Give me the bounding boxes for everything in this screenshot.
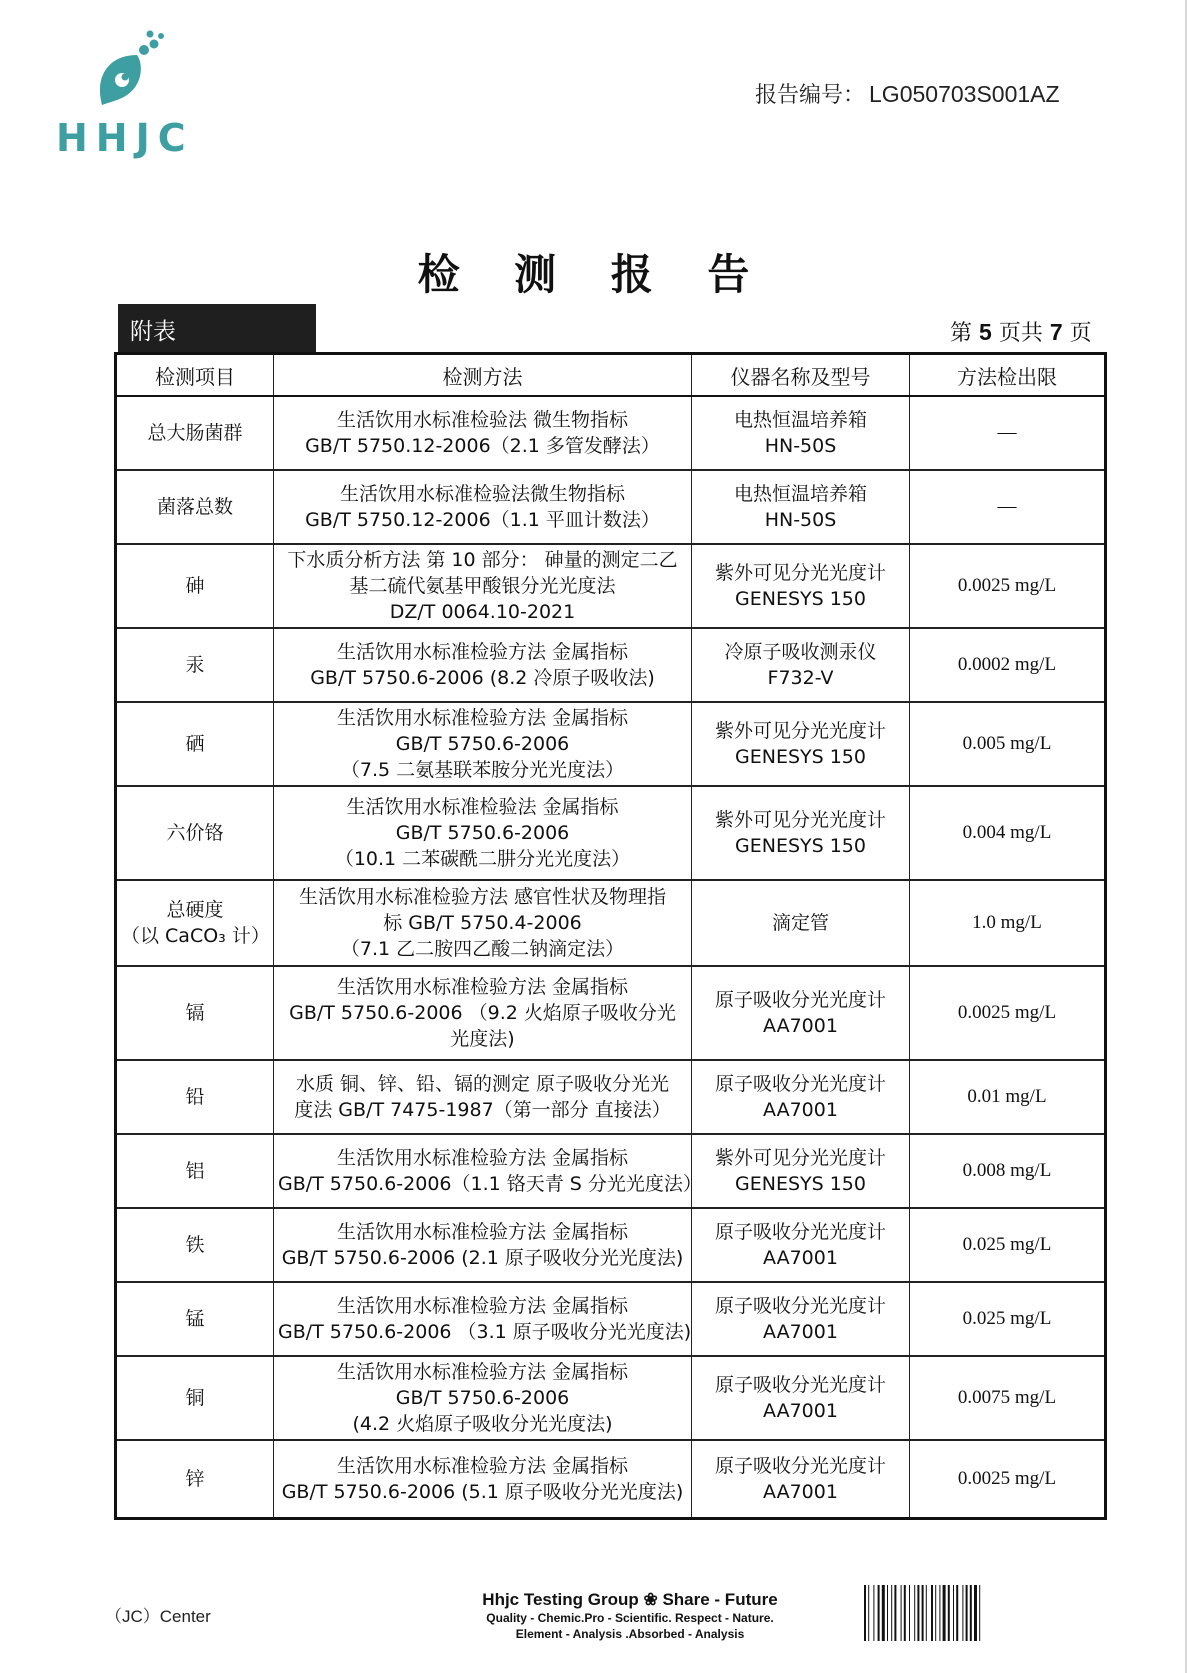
table-row bbox=[116, 1440, 1106, 1518]
method-cell-line: （7.1 乙二胺四乙酸二钠滴定法） bbox=[340, 938, 625, 960]
instrument-cell-line: 滴定管 bbox=[771, 912, 829, 934]
item-cell-line: 硒 bbox=[185, 733, 205, 755]
barcode-bar bbox=[939, 1585, 940, 1641]
instrument-cell-line: AA7001 bbox=[763, 1247, 838, 1269]
instrument-cell bbox=[692, 544, 910, 628]
limit-cell: 0.005 mg/L bbox=[910, 702, 1106, 786]
item-cell-line: 铝 bbox=[185, 1160, 205, 1182]
footer-center-label: （JC）Center bbox=[105, 1607, 211, 1626]
item-cell-line: 铁 bbox=[185, 1234, 205, 1256]
table-row bbox=[116, 396, 1106, 470]
instrument-cell-line: F732-V bbox=[767, 667, 834, 689]
item-cell bbox=[116, 544, 274, 628]
method-cell-line: GB/T 5750.6-2006 （3.1 原子吸收分光光度法) bbox=[278, 1321, 692, 1343]
method-cell bbox=[274, 880, 692, 966]
item-cell bbox=[116, 1134, 274, 1208]
barcode-bar bbox=[891, 1585, 892, 1641]
barcode-bar bbox=[901, 1585, 902, 1641]
instrument-cell-line: 原子吸收分光光度计 bbox=[714, 1374, 886, 1396]
item-cell-line: 汞 bbox=[185, 654, 205, 676]
method-cell-line: （10.1 二苯碳酰二肼分光光度法） bbox=[334, 848, 631, 870]
limit-cell: 0.004 mg/L bbox=[910, 786, 1106, 880]
method-cell-line: 生活饮用水标准检验法 金属指标 bbox=[346, 796, 619, 818]
barcode-bar bbox=[887, 1585, 888, 1641]
method-cell-line: GB/T 5750.6-2006 (8.2 冷原子吸收法) bbox=[310, 667, 655, 689]
instrument-cell-line: 原子吸收分光光度计 bbox=[714, 1221, 886, 1243]
table-row bbox=[116, 1356, 1106, 1440]
item-cell bbox=[116, 1060, 274, 1134]
instrument-cell-line: 原子吸收分光光度计 bbox=[714, 1073, 886, 1095]
instrument-cell bbox=[692, 702, 910, 786]
method-cell-line: 基二硫代氨基甲酸银分光光度法 bbox=[349, 575, 616, 597]
instrument-cell-line: 紫外可见分光光度计 bbox=[714, 1147, 886, 1169]
method-cell-line: GB/T 5750.6-2006 （9.2 火焰原子吸收分光 bbox=[289, 1002, 676, 1024]
method-cell-line: GB/T 5750.6-2006 (5.1 原子吸收分光光度法) bbox=[281, 1480, 684, 1503]
barcode-bar bbox=[868, 1585, 869, 1641]
method-cell-line: GB/T 5750.6-2006 (2.1 原子吸收分光光度法) bbox=[281, 1247, 684, 1269]
item-cell-line: （以 CaCO₃ 计） bbox=[121, 925, 270, 947]
table-header-row bbox=[116, 354, 1106, 397]
item-cell-line: 总硬度 bbox=[166, 899, 224, 921]
item-cell bbox=[116, 1440, 274, 1518]
company-logo bbox=[52, 30, 212, 160]
item-cell-line: 镉 bbox=[185, 1002, 205, 1024]
instrument-cell-line: AA7001 bbox=[763, 1400, 838, 1422]
instrument-cell-line: GENESYS 150 bbox=[735, 588, 866, 610]
barcode-bar bbox=[970, 1585, 972, 1641]
page-suffix: 页 bbox=[1069, 321, 1092, 346]
method-cell bbox=[274, 544, 692, 628]
instrument-cell-line: AA7001 bbox=[763, 1321, 838, 1343]
method-cell-line: 标 GB/T 5750.4-2006 bbox=[383, 912, 582, 934]
report-number-label: 报告编号： bbox=[755, 83, 866, 108]
method-cell-line: (4.2 火焰原子吸收分光光度法) bbox=[352, 1413, 613, 1435]
barcode-bar bbox=[922, 1585, 924, 1641]
instrument-cell-line: 原子吸收分光光度计 bbox=[714, 1454, 886, 1477]
logo-text: HHJC bbox=[56, 116, 194, 160]
instrument-cell-line: 紫外可见分光光度计 bbox=[714, 720, 886, 742]
instrument-cell-line: 电热恒温培养箱 bbox=[733, 483, 867, 505]
limit-cell: 0.0075 mg/L bbox=[910, 1356, 1106, 1440]
barcode-bar bbox=[873, 1585, 874, 1641]
barcode-bar bbox=[917, 1585, 919, 1641]
footer-brand: Hhjc Testing Group ❀ Share - Future bbox=[482, 1590, 778, 1609]
barcode-bar bbox=[926, 1585, 927, 1641]
instrument-cell bbox=[692, 1060, 910, 1134]
method-cell-line: GB/T 5750.6-2006 bbox=[395, 1387, 570, 1409]
limit-cell: 0.0025 mg/L bbox=[910, 966, 1106, 1060]
instrument-cell-line: 紫外可见分光光度计 bbox=[714, 562, 886, 584]
method-cell-line: 生活饮用水标准检验方法 金属指标 bbox=[336, 707, 629, 729]
footer-slogan-2: Element - Analysis .Absorbed - Analysis bbox=[515, 1627, 745, 1641]
method-cell-line: 下水质分析方法 第 10 部分： 砷量的测定二乙 bbox=[287, 549, 678, 571]
page-total: 7 bbox=[1049, 319, 1063, 345]
item-cell bbox=[116, 880, 274, 966]
method-cell-line: 生活饮用水标准检验方法 感官性状及物理指 bbox=[298, 886, 667, 908]
method-cell bbox=[274, 786, 692, 880]
limit-cell: 0.008 mg/L bbox=[910, 1134, 1106, 1208]
limit-cell: 0.025 mg/L bbox=[910, 1208, 1106, 1282]
instrument-cell bbox=[692, 1440, 910, 1518]
results-table bbox=[114, 352, 1107, 1520]
method-cell bbox=[274, 702, 692, 786]
item-cell bbox=[116, 1282, 274, 1356]
limit-cell: 0.0025 mg/L bbox=[910, 544, 1106, 628]
instrument-cell bbox=[692, 1356, 910, 1440]
page-count bbox=[950, 316, 1092, 347]
item-cell bbox=[116, 1356, 274, 1440]
method-cell-line: GB/T 5750.12-2006（2.1 多管发酵法） bbox=[305, 435, 660, 457]
limit-cell: — bbox=[910, 396, 1106, 470]
method-cell bbox=[274, 470, 692, 544]
method-cell-line: 生活饮用水标准检验法微生物指标 bbox=[339, 483, 625, 505]
method-cell-line: 生活饮用水标准检验法 微生物指标 bbox=[336, 409, 629, 431]
item-cell bbox=[116, 702, 274, 786]
instrument-cell-line: AA7001 bbox=[763, 1099, 838, 1121]
barcode-bar bbox=[953, 1585, 954, 1641]
table-row bbox=[116, 1208, 1106, 1282]
header-limit: 方法检出限 bbox=[910, 354, 1106, 397]
barcode-bar bbox=[909, 1585, 910, 1641]
table-row bbox=[116, 1282, 1106, 1356]
instrument-cell-line: 电热恒温培养箱 bbox=[733, 409, 867, 431]
limit-cell: 0.0025 mg/L bbox=[910, 1440, 1106, 1518]
table-row bbox=[116, 1060, 1106, 1134]
barcode-bar bbox=[974, 1585, 977, 1641]
instrument-cell bbox=[692, 880, 910, 966]
table-row bbox=[116, 880, 1106, 966]
table-body bbox=[116, 396, 1106, 1518]
item-cell bbox=[116, 470, 274, 544]
limit-cell: 0.01 mg/L bbox=[910, 1060, 1106, 1134]
item-cell bbox=[116, 396, 274, 470]
method-cell-line: 光度法) bbox=[450, 1028, 515, 1050]
instrument-cell-line: 原子吸收分光光度计 bbox=[714, 1295, 886, 1317]
table-row bbox=[116, 628, 1106, 702]
method-cell bbox=[274, 1440, 692, 1518]
item-cell bbox=[116, 628, 274, 702]
footer-slogan-1: Quality - Chemic.Pro - Scientific. Respect - Nature. bbox=[486, 1611, 774, 1625]
appendix-tab: 附表 bbox=[118, 304, 316, 352]
page-prefix: 第 bbox=[950, 321, 973, 346]
instrument-cell bbox=[692, 628, 910, 702]
barcode-bar bbox=[948, 1585, 950, 1641]
method-cell-line: 度法 GB/T 7475-1987（第一部分 直接法） bbox=[294, 1099, 671, 1121]
instrument-cell-line: GENESYS 150 bbox=[735, 746, 866, 768]
method-cell-line: 生活饮用水标准检验方法 金属指标 bbox=[336, 976, 629, 998]
barcode-icon bbox=[862, 1585, 1030, 1641]
method-cell-line: 生活饮用水标准检验方法 金属指标 bbox=[336, 1147, 629, 1169]
item-cell-line: 总大肠菌群 bbox=[147, 422, 243, 444]
instrument-cell-line: 冷原子吸收测汞仪 bbox=[724, 641, 877, 663]
method-cell-line: （7.5 二氨基联苯胺分光光度法） bbox=[340, 759, 625, 781]
instrument-cell bbox=[692, 1134, 910, 1208]
instrument-cell-line: HN-50S bbox=[764, 435, 837, 457]
item-cell-line: 锌 bbox=[185, 1467, 205, 1490]
instrument-cell bbox=[692, 396, 910, 470]
method-cell-line: 水质 铜、锌、铅、镉的测定 原子吸收分光光 bbox=[295, 1073, 670, 1095]
instrument-cell bbox=[692, 1282, 910, 1356]
method-cell-line: 生活饮用水标准检验方法 金属指标 bbox=[336, 1295, 629, 1317]
method-cell bbox=[274, 396, 692, 470]
barcode-bar bbox=[935, 1585, 936, 1641]
table-row bbox=[116, 1134, 1106, 1208]
table-row bbox=[116, 966, 1106, 1060]
page-mid: 页共 bbox=[998, 321, 1043, 346]
method-cell-line: 生活饮用水标准检验方法 金属指标 bbox=[336, 1221, 629, 1243]
item-cell bbox=[116, 1208, 274, 1282]
method-cell bbox=[274, 1282, 692, 1356]
instrument-cell bbox=[692, 470, 910, 544]
instrument-cell-line: AA7001 bbox=[763, 1015, 838, 1037]
item-cell bbox=[116, 786, 274, 880]
instrument-cell-line: 原子吸收分光光度计 bbox=[714, 989, 886, 1011]
instrument-cell bbox=[692, 966, 910, 1060]
report-number-value: LG050703S001AZ bbox=[869, 81, 1060, 107]
barcode-bar bbox=[864, 1585, 866, 1641]
leaf-drop-logo-icon bbox=[92, 30, 172, 110]
method-cell-line: GB/T 5750.12-2006（1.1 平皿计数法） bbox=[305, 509, 660, 531]
barcode-bar bbox=[979, 1585, 980, 1641]
instrument-cell-line: 紫外可见分光光度计 bbox=[714, 809, 886, 831]
instrument-cell-line: GENESYS 150 bbox=[735, 835, 866, 857]
method-cell bbox=[274, 966, 692, 1060]
method-cell bbox=[274, 1060, 692, 1134]
instrument-cell-line: HN-50S bbox=[764, 509, 837, 531]
header-method: 检测方法 bbox=[274, 354, 692, 397]
method-cell bbox=[274, 1356, 692, 1440]
method-cell-line: GB/T 5750.6-2006 bbox=[395, 822, 570, 844]
method-cell-line: GB/T 5750.6-2006 bbox=[395, 733, 570, 755]
method-cell-line: 生活饮用水标准检验方法 金属指标 bbox=[336, 1361, 629, 1383]
method-cell-line: DZ/T 0064.10-2021 bbox=[389, 601, 576, 623]
header-item: 检测项目 bbox=[116, 354, 274, 397]
barcode-bar bbox=[931, 1585, 933, 1641]
limit-cell: 0.0002 mg/L bbox=[910, 628, 1106, 702]
instrument-cell-line: GENESYS 150 bbox=[735, 1173, 866, 1195]
item-cell-line: 锰 bbox=[185, 1308, 205, 1330]
page-title: 检 测 报 告 bbox=[417, 250, 770, 299]
method-cell bbox=[274, 628, 692, 702]
barcode-bar bbox=[943, 1585, 946, 1641]
table-row bbox=[116, 544, 1106, 628]
barcode-bar bbox=[914, 1585, 915, 1641]
method-cell-line: GB/T 5750.6-2006（1.1 铬天青 S 分光光度法） bbox=[278, 1173, 702, 1195]
barcode-bar bbox=[904, 1585, 906, 1641]
item-cell-line: 铜 bbox=[185, 1387, 205, 1409]
header-instrument: 仪器名称及型号 bbox=[692, 354, 910, 397]
barcode-bar bbox=[878, 1585, 880, 1641]
method-cell bbox=[274, 1208, 692, 1282]
item-cell-line: 菌落总数 bbox=[156, 496, 233, 518]
instrument-cell-line: AA7001 bbox=[763, 1480, 838, 1503]
barcode-bar bbox=[966, 1585, 968, 1641]
instrument-cell bbox=[692, 1208, 910, 1282]
page-current: 5 bbox=[979, 319, 992, 345]
table-row bbox=[116, 786, 1106, 880]
item-cell-line: 砷 bbox=[185, 575, 205, 597]
table-row bbox=[116, 702, 1106, 786]
barcode-bar bbox=[894, 1585, 896, 1641]
barcode-bar bbox=[882, 1585, 885, 1641]
report-number bbox=[755, 78, 1060, 109]
limit-cell: 0.025 mg/L bbox=[910, 1282, 1106, 1356]
barcode-bar bbox=[956, 1585, 958, 1641]
instrument-cell bbox=[692, 786, 910, 880]
item-cell bbox=[116, 966, 274, 1060]
method-cell-line: 生活饮用水标准检验方法 金属指标 bbox=[336, 641, 629, 663]
table-row bbox=[116, 470, 1106, 544]
limit-cell: — bbox=[910, 470, 1106, 544]
method-cell-line: 生活饮用水标准检验方法 金属指标 bbox=[336, 1454, 629, 1477]
method-cell bbox=[274, 1134, 702, 1208]
footer-brand-block bbox=[420, 1590, 840, 1642]
item-cell-line: 六价铬 bbox=[166, 822, 224, 844]
item-cell-line: 铅 bbox=[185, 1086, 205, 1108]
limit-cell: 1.0 mg/L bbox=[910, 880, 1106, 966]
barcode-bar bbox=[962, 1585, 963, 1641]
